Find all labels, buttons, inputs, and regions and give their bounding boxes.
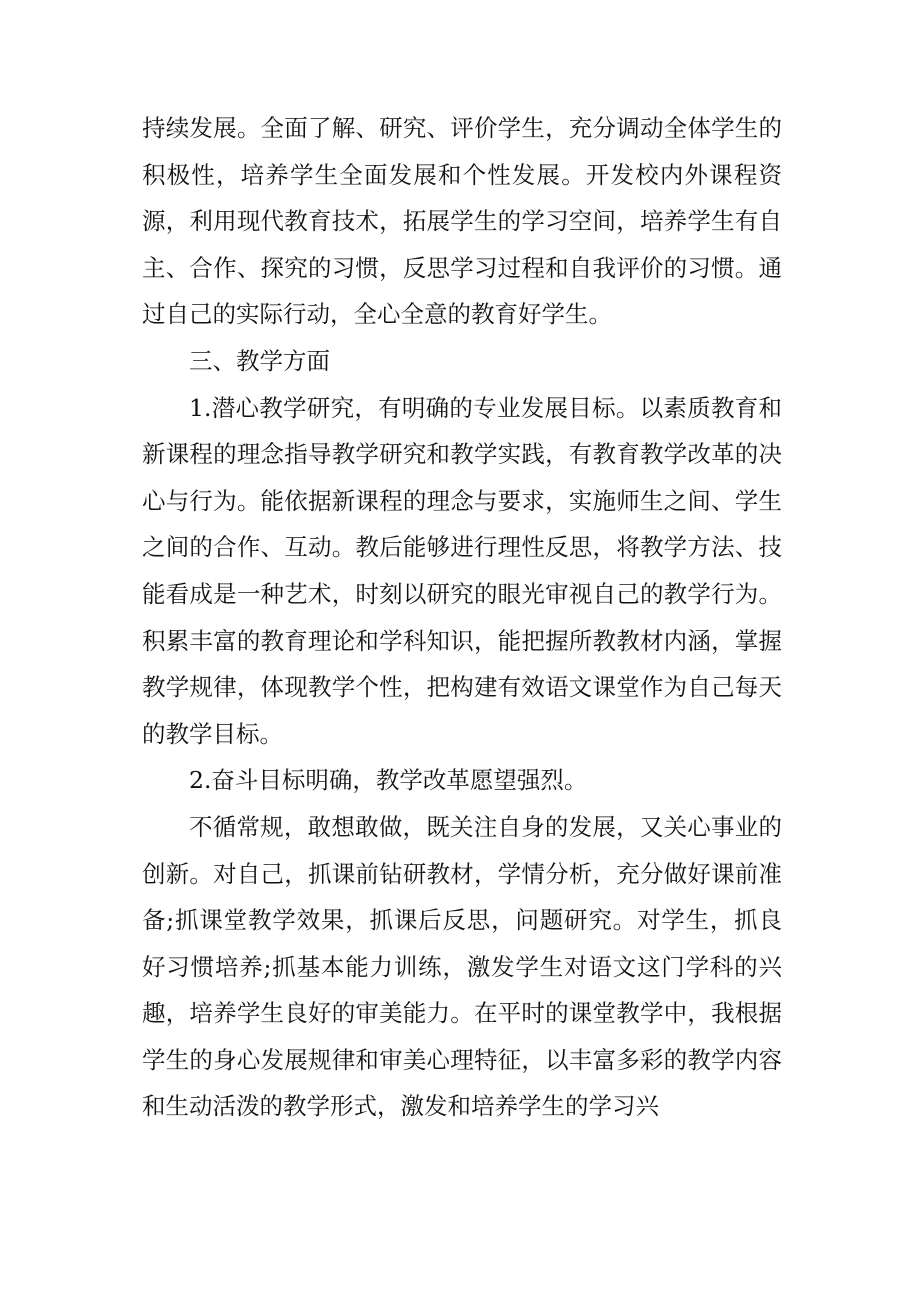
document-page: [142, 105, 782, 1130]
paragraph-teaching-research: 1.潜心教学研究，有明确的专业发展目标。以素质教育和新课程的理念指导教学研究和教学实践，有教育教学改革的决心与行为。能依据新课程的理念与要求，实施师生之间、学生之间的合作、互动。教后能够进行理性反思，将教学方法、技能看成是一种艺术，时刻以研究的眼光审视自己的教学行为。积累丰富的教育理论和学科知识，能把握所教教材内涵，掌握教学规律，体现教学个性，把构建有效语文课堂作为自己每天的教学目标。: [142, 393, 782, 748]
paragraph-continuation: 持续发展。全面了解、研究、评价学生，充分调动全体学生的积极性，培养学生全面发展和个性发展。开发校内外课程资源，利用现代教育技术，拓展学生的学习空间，培养学生有自主、合作、探究的习惯，反思学习过程和自我评价的习惯。通过自己的实际行动，全心全意的教育好学生。: [142, 114, 782, 329]
paragraph-innovation: 不循常规，敢想敢做，既关注自身的发展，又关心事业的创新。对自己，抓课前钻研教材，学情分析，充分做好课前准备;抓课堂教学效果，抓课后反思，问题研究。对学生，抓良好习惯培养;抓基本能力训练，激发学生对语文这门学科的兴趣，培养学生良好的审美能力。在平时的课堂教学中，我根据学生的身心发展规律和审美心理特征，以丰富多彩的教学内容和生动活泼的教学形式，激发和培养学生的学习兴: [142, 812, 782, 1121]
paragraph-goal-heading: 2.奋斗目标明确，教学改革愿望强烈。: [189, 766, 588, 795]
section-heading-teaching: 三、教学方面: [189, 346, 330, 375]
